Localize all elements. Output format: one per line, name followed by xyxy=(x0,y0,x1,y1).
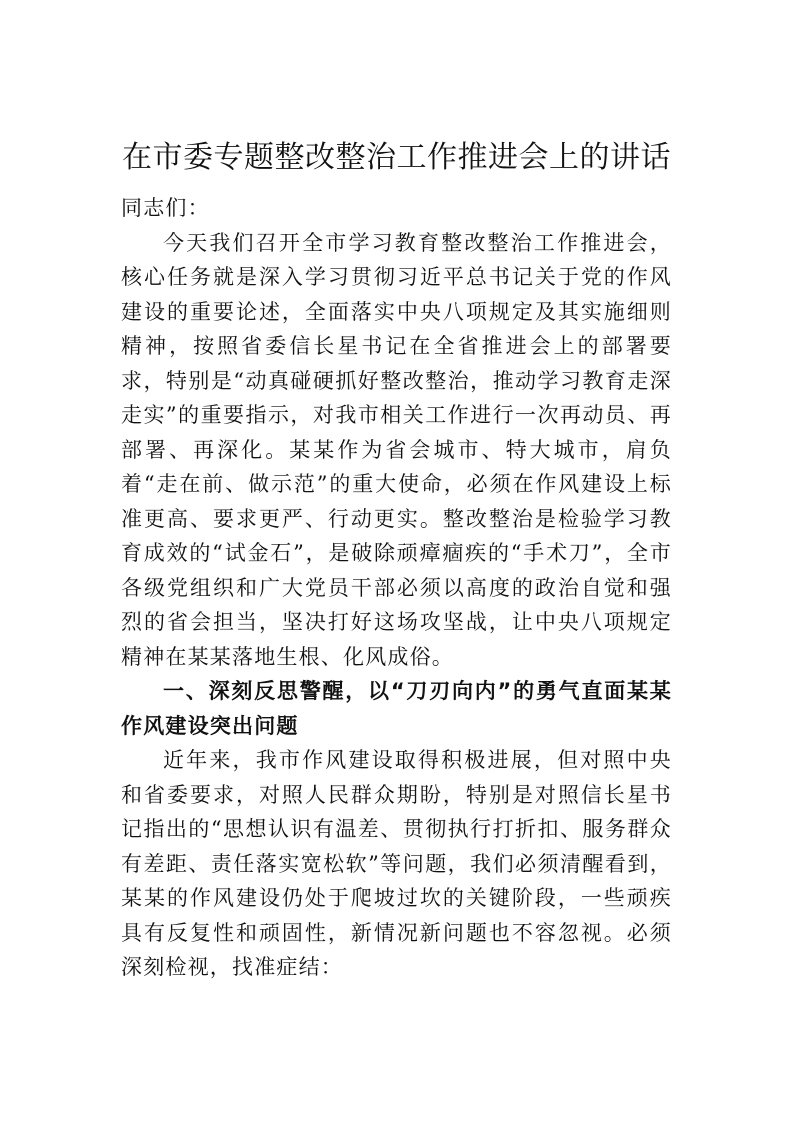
document-body xyxy=(121,191,672,985)
section-heading: 一、深刻反思警醒，以“刀刃向内”的勇气直面某某作风建设突出问题 xyxy=(121,679,672,738)
salutation: 同志们： xyxy=(121,196,210,220)
body-paragraph: 今天我们召开全市学习教育整改整治工作推进会，核心任务就是深入学习贯彻习近平总书记关于党的作风建设的重要论述，全面落实中央八项规定及其实施细则精神，按照省委信长星书记在全省推进会上的部署要求，特别是“动真碰硬抓好整改整治，推动学习教育走深走实”的重要指示，对我市相关工作进行一次再动员、再部署、再深化。某某作为省会城市、特大城市，肩负着“走在前、做示范”的重大使命，必须在作风建设上标准更高、要求更严、行动更实。整改整治是检验学习教育成效的“试金石”，是破除顽瘴痼疾的“手术刀”，全市各级党组织和广大党员干部必须以高度的政治自觉和强烈的省会担当，坚决打好这场攻坚战，让中央八项规定精神在某某落地生根、化风成俗。 xyxy=(121,230,672,669)
body-paragraph: 近年来，我市作风建设取得积极进展，但对照中央和省委要求，对照人民群众期盼，特别是对照信长星书记指出的“思想认识有温差、贯彻执行打折扣、服务群众有差距、责任落实宽松软”等问题，我们必须清醒看到，某某的作风建设仍处于爬坡过坎的关键阶段，一些顽疾具有反复性和顽固性，新情况新问题也不容忽视。必须深刻检视，找准症结： xyxy=(121,748,672,979)
document-title: 在市委专题整改整治工作推进会上的讲话 xyxy=(122,140,671,175)
